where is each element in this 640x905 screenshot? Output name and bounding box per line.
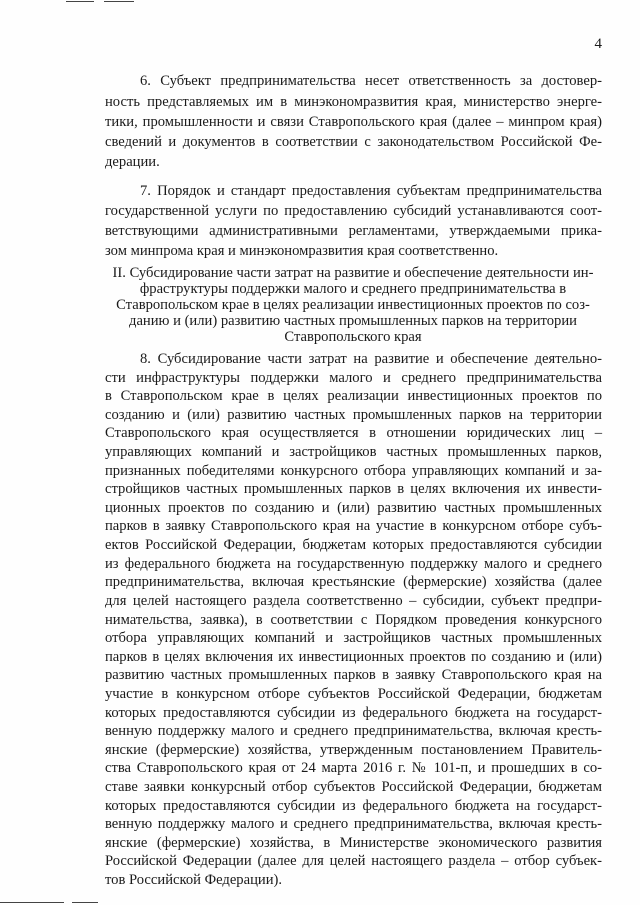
text-line: отбора управляющих компаний и застройщиков частных промышленных	[105, 630, 602, 646]
scan-artifact-top	[104, 1, 134, 2]
text-line: янские (фермерские) хозяйства, в Министерстве экономического развития	[105, 835, 602, 851]
text-line: ционных проектов по созданию и (или) развитию частных промышленных	[105, 500, 602, 516]
heading-line: фраструктуры поддержки малого и среднего предпринимательства в	[139, 281, 567, 297]
text-line: Российской Федерации (далее для целей настоящего раздела – отбор субъек-	[105, 853, 602, 869]
text-line: созданию и (или) развитию частных промышленных парков на территории	[105, 407, 602, 423]
text-line: Ставропольского края осуществляется в отношении юридических лиц –	[105, 425, 602, 441]
text-line: которых предоставляются субсидии из федерального бюджета на государст-	[105, 798, 602, 814]
heading-line: II. Субсидирование части затрат на развитие и обеспечение деятельности ин-	[112, 265, 594, 281]
text-line: 6. Субъект предпринимательства несет ответственность за достовер-	[140, 73, 602, 89]
text-line: участие в конкурсном отборе субъектов Российской Федерации, бюджетам	[105, 686, 602, 702]
text-line: сти инфраструктуры поддержки малого и среднего предпринимательства	[105, 370, 602, 386]
text-line: из федерального бюджета на государственную поддержку малого и среднего	[105, 556, 602, 572]
scan-artifact-top	[66, 1, 94, 2]
text-line: ставе заявки конкурсный отбор субъектов Российской Федерации, бюджетам	[105, 779, 602, 795]
text-line: нимательства, заявка), в соответствии с Порядком проведения конкурсного	[105, 612, 602, 628]
text-line: зом минпрома края и минэкономразвития края соответственно.	[105, 243, 499, 259]
text-line: ства Ставропольского края от 24 марта 2016 г. № 101-п, и прошедших в со-	[105, 760, 602, 776]
text-line: парков в целях включения их инвестиционных проектов по созданию и (или)	[105, 649, 602, 665]
text-line: сведений и документов в соответствии с законодательством Российской Фе-	[105, 134, 602, 150]
text-line: предпринимательства, включая крестьянские (фермерские) хозяйства (далее	[105, 574, 602, 590]
text-line: государственной услуги по предоставлению субсидий устанавливаются соот-	[105, 203, 602, 219]
text-line: ность представляемых им в минэкономразвития края, министерство энерге-	[105, 94, 602, 110]
scan-artifact-bottom	[0, 902, 64, 903]
heading-line: Ставропольского края	[284, 329, 422, 345]
page-number: 4	[594, 36, 602, 52]
text-line: 8. Субсидирование части затрат на развитие и обеспечение деятельно-	[140, 351, 602, 367]
text-line: управляющих компаний и застройщиков частных промышленных парков,	[105, 444, 602, 460]
text-line: 7. Порядок и стандарт предоставления субъектам предпринимательства	[140, 183, 602, 199]
text-line: парков в заявку Ставропольского края на участие в конкурсном отборе субъ-	[105, 518, 602, 534]
text-line: для целей настоящего раздела соответственно – субсидии, субъект предпри-	[105, 593, 602, 609]
text-line: тики, промышленности и связи Ставропольского края (далее – минпром края)	[105, 114, 602, 130]
heading-line: данию и (или) развитию частных промышленных парков на территории	[129, 313, 577, 329]
text-line: тов Российской Федерации).	[105, 872, 283, 888]
scan-artifact-bottom	[72, 902, 98, 903]
text-line: которых предоставляются субсидии из федерального бюджета на государст-	[105, 705, 602, 721]
text-line: в Ставропольском крае в целях реализации инвестиционных проектов по	[105, 388, 602, 404]
text-line: ектов Российской Федерации, бюджетам которых предоставляются субсидии	[105, 537, 602, 553]
text-line: венную поддержку малого и среднего предпринимательства, включая кресть-	[105, 723, 602, 739]
text-line: ветствующими административными регламентами, утверждаемыми прика-	[105, 223, 602, 239]
text-line: венную поддержку малого и среднего предпринимательства, включая кресть-	[105, 816, 602, 832]
text-line: развитию частных промышленных парков в заявку Ставропольского края на	[105, 667, 602, 683]
text-line: стройщиков частных промышленных парков в целях включения их инвести-	[105, 481, 602, 497]
text-line: дерации.	[105, 154, 160, 170]
text-line: признанных победителями конкурсного отбора управляющих компаний и за-	[105, 463, 602, 479]
heading-line: Ставропольском крае в целях реализации инвестиционных проектов по соз-	[116, 297, 590, 313]
text-line: янские (фермерские) хозяйства, утвержденным постановлением Правитель-	[105, 742, 602, 758]
